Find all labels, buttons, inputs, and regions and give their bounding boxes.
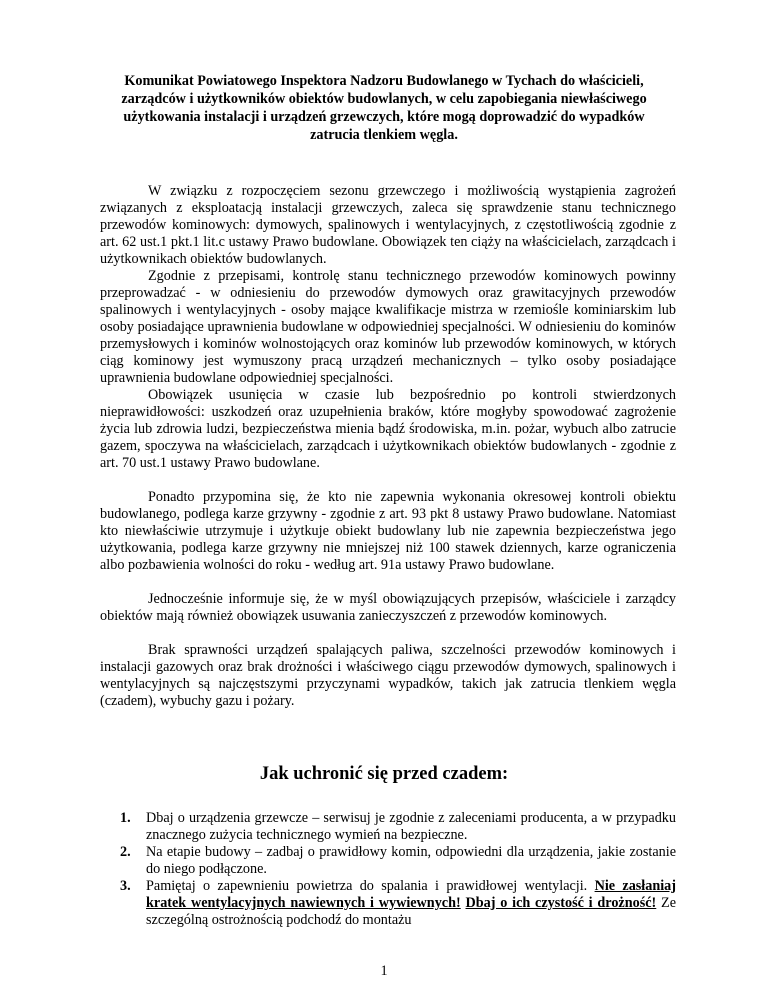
paragraph-2: Zgodnie z przepisami, kontrolę stanu technicznego przewodów kominowych powinny przeprowadzać - w odniesieniu do przewodów dymowych oraz grawitacyjnych przewodów spalinowych i wentylacyjnych - osoby mające kwalifikacje mistrza w rzemiośle kominiarskim lub osoby posiadające uprawnienia budowlane w odpowiedniej specjalności. W odniesieniu do kominów przemysłowych i kominów wolnostojących oraz kominów lub przewodów kominowych, w których ciąg kominowy jest wymuszony pracą urządzeń mechanicznych – tylko osoby posiadające uprawnienia budowlane odpowiedniej specjalności. (100, 268, 676, 386)
list-item (100, 844, 676, 878)
paragraph-5: Jednocześnie informuje się, że w myśl obowiązujących przepisów, właściciele i zarządcy obiektów mają również obowiązek usuwania zanieczyszczeń z przewodów kominowych. (100, 591, 676, 624)
list-item-number: 3. (120, 878, 131, 894)
list-item-text: Ze szczególną ostrożnością podchodź do montażu (146, 895, 677, 928)
paragraph-3: Obowiązek usunięcia w czasie lub bezpośrednio po kontroli stwierdzonych nieprawidłowości: uszkodzeń oraz uzupełnienia braków, które mogłyby spowodować zagrożenie życia lub zdrowia ludzi, bezpieczeństwa mienia bądź środowiska, m.in. pożar, wybuch albo zatrucie gazem, spoczywa na właścicielach, zarządcach i użytkownikach obiektów budowlanych - zgodnie z art. 70 ust.1 ustawy Prawo budowlane. (100, 387, 676, 471)
list-item (100, 810, 676, 844)
list-item (100, 878, 676, 929)
list-item-text: Dbaj o urządzenia grzewcze – serwisuj je zgodnie z zaleceniami producenta, a w przypadku znacznego zużycia technicznego wymień na bezpieczne. (146, 810, 676, 843)
advice-list (100, 810, 676, 929)
paragraph-4: Ponadto przypomina się, że kto nie zapewnia wykonania okresowej kontroli obiektu budowlanego, podlega karze grzywny - zgodnie z art. 93 pkt 8 ustawy Prawo budowlane. Natomiast kto niewłaściwie utrzymuje i użytkuje obiekt budowlany lub nie zapewnia bezpieczeństwa jego użytkowania, podlega karze grzywny nie mniejszej niż 100 stawek dziennych, karze ograniczenia albo pozbawienia wolności do roku - według art. 91a ustawy Prawo budowlane. (100, 489, 676, 573)
list-item-text: Pamiętaj o zapewnieniu powietrza do spalania i prawidłowej wentylacji. (146, 878, 595, 894)
paragraph-1: W związku z rozpoczęciem sezonu grzewczego i możliwością wystąpienia zagrożeń związanych z eksploatacją instalacji grzewczych, zaleca się sprawdzenie stanu technicznego przewodów kominowych: dymowych, spalinowych i wentylacyjnych, z częstotliwością zgodnie z art. 62 ust.1 pkt.1 lit.c ustawy Prawo budowlane. Obowiązek ten ciąży na właścicielach, zarządcach i użytkownikach obiektów budowlanych. (100, 183, 676, 267)
document-body (100, 183, 676, 710)
list-item-emphasis: Dbaj o ich czystość i drożność! (465, 895, 657, 911)
section-heading: Jak uchronić się przed czadem: (259, 764, 509, 784)
list-item-number: 2. (120, 844, 131, 860)
list-item-text: Na etapie budowy – zadbaj o prawidłowy komin, odpowiedni dla urządzenia, jakie zostanie do niego podłączone. (146, 844, 676, 877)
list-item-emphasis: Nie zasłaniaj kratek wentylacyjnych nawiewnych i wywiewnych! (146, 878, 676, 911)
paragraph-6: Brak sprawności urządzeń spalających paliwa, szczelności przewodów kominowych i instalacji gazowych oraz brak drożności i właściwego ciągu przewodów dymowych, spalinowych i wentylacyjnych są najczęstszymi przyczynami wypadków, takich jak zatrucia tlenkiem węgla (czadem), wybuchy gazu i pożary. (100, 642, 676, 709)
page-number: 1 (380, 963, 388, 979)
document-title: Komunikat Powiatowego Inspektora Nadzoru Budowlanego w Tychach do właścicieli, zarządców i użytkowników obiektów budowlanych, w celu zapobiegania niewłaściwego użytkowania instalacji i urządzeń grzewczych, które mogą doprowadzić do wypadków zatrucia tlenkiem węgla. (121, 73, 647, 143)
list-item-number: 1. (120, 810, 131, 826)
